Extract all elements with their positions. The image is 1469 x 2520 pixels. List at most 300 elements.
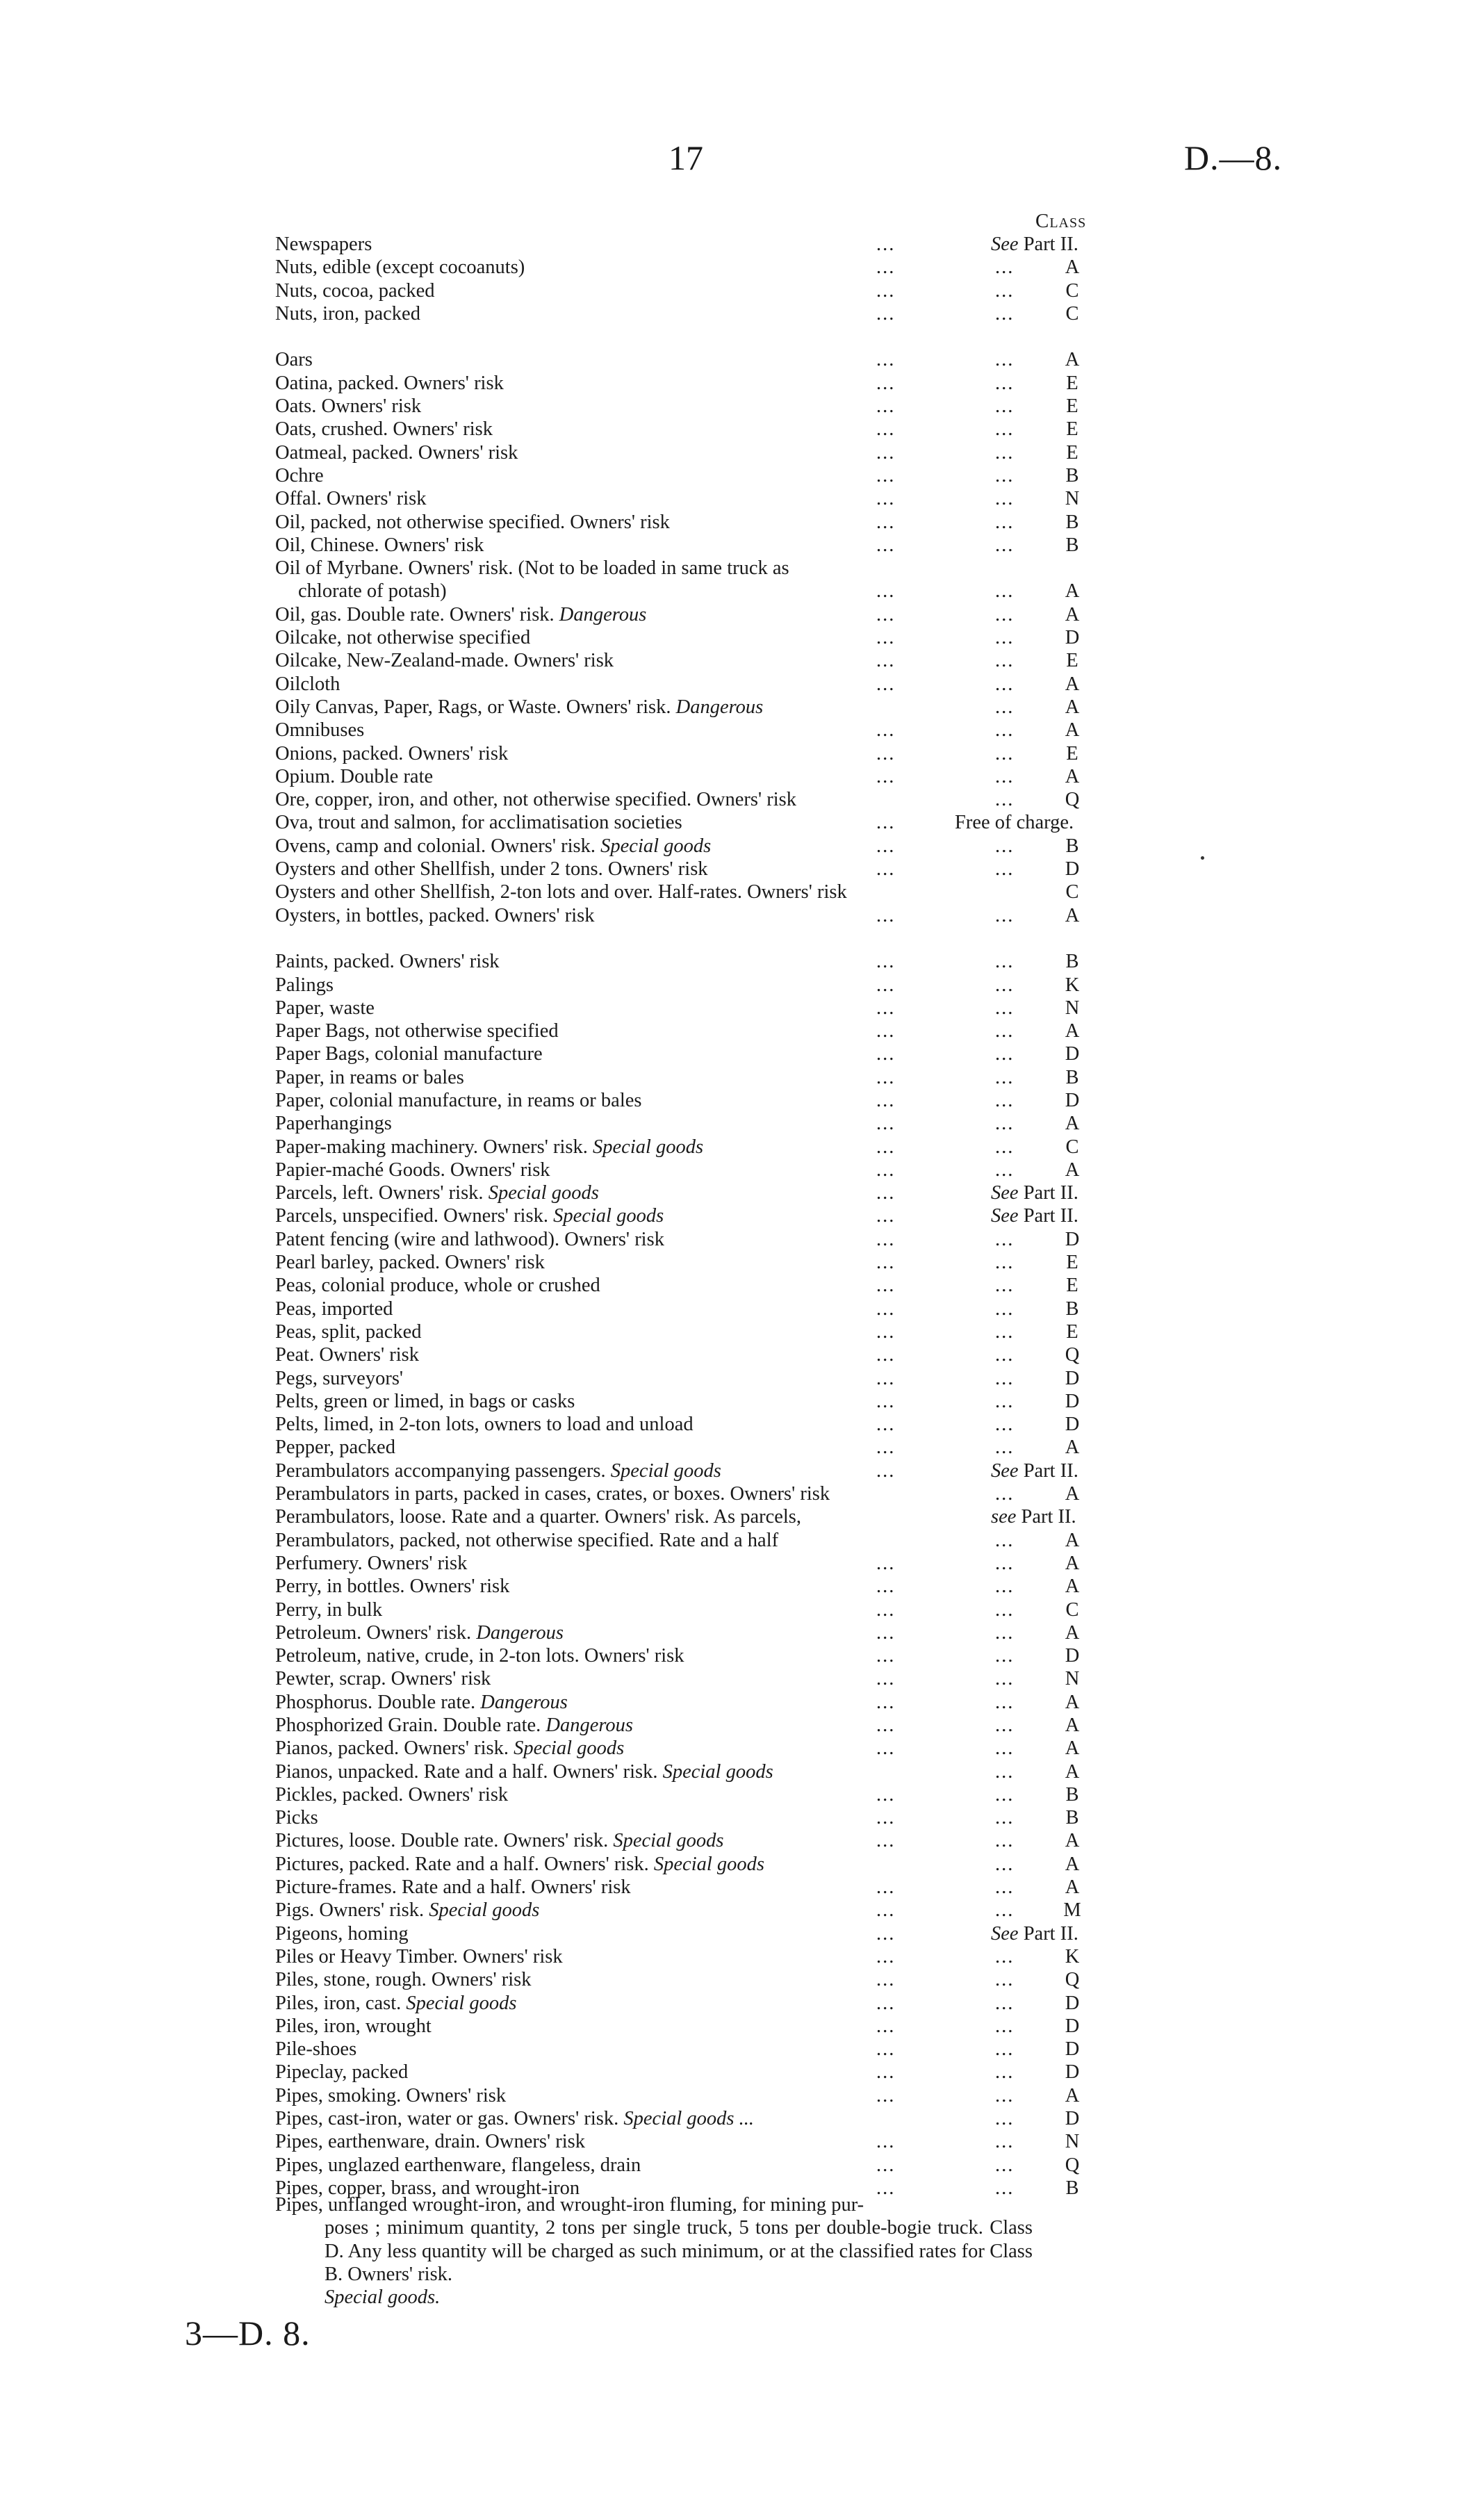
tariff-row: [275, 557, 1116, 580]
item-text: Nuts, cocoa, packed: [275, 279, 435, 302]
item-text: Perambulators accompanying passengers.: [275, 1459, 606, 1482]
class-letter: N: [1065, 488, 1080, 510]
item-text: Pickles, packed. Owners' risk: [275, 1783, 509, 1806]
tariff-row: [275, 1552, 1116, 1575]
class-letter: A: [1065, 1529, 1080, 1551]
leader-dots: ...: [876, 302, 896, 325]
item-text: Pelts, limed, in 2-ton lots, owners to load and unload: [275, 1414, 694, 1436]
item-description: [275, 441, 518, 464]
tariff-row: [275, 2107, 1116, 2130]
item-text: Oatmeal, packed. Owners' risk: [275, 441, 518, 464]
item-text: chlorate of potash): [298, 580, 447, 603]
item-text: Perambulators, loose. Rate and a quarter. Owners' risk. As parcels,: [275, 1506, 802, 1528]
item-text: Omnibuses: [275, 719, 365, 742]
class-letter: M: [1063, 1899, 1081, 1922]
leader-dots: ...: [995, 534, 1015, 556]
item-description: [275, 1367, 403, 1390]
leader-dots: ...: [876, 904, 896, 926]
cross-reference: See Part II.: [991, 1182, 1078, 1204]
item-text: Piles, stone, rough. Owners' risk: [275, 1969, 532, 1991]
item-text: Oars: [275, 349, 313, 371]
leader-dots: ...: [995, 1899, 1015, 1922]
leader-dots: ...: [995, 1668, 1015, 1690]
leader-dots: ...: [876, 511, 896, 533]
tariff-row: [275, 626, 1116, 649]
leader-dots: ...: [876, 951, 896, 973]
class-letter: E: [1066, 441, 1078, 464]
leader-dots: ...: [876, 1459, 896, 1482]
item-text: Perambulators in parts, packed in cases, crates, or boxes. Owners' risk: [275, 1483, 830, 1505]
item-description: [275, 1274, 600, 1297]
item-text: Piles, iron, wrought: [275, 2015, 432, 2037]
leader-dots: ...: [876, 534, 896, 556]
class-letter: N: [1065, 997, 1080, 1019]
class-letter: D: [1065, 858, 1080, 881]
item-text: Pictures, packed. Rate and a half. Owners' risk.: [275, 1853, 649, 1875]
tariff-row: [275, 1876, 1116, 1899]
leader-dots: ...: [995, 627, 1015, 649]
leader-dots: ...: [876, 1645, 896, 1667]
leader-dots: ...: [876, 1576, 896, 1598]
item-text: Opium. Double rate: [275, 765, 434, 787]
item-description: [275, 603, 646, 626]
item-description: [275, 1992, 517, 2015]
tariff-row: [275, 233, 1116, 256]
tariff-row: [275, 1505, 1116, 1528]
tariff-row: [275, 904, 1116, 927]
class-letter: D: [1065, 1367, 1080, 1389]
class-letter: Q: [1065, 1969, 1080, 1991]
leader-dots: ...: [995, 2084, 1015, 2106]
class-letter: E: [1066, 395, 1078, 418]
item-qualifier: Dangerous: [480, 1691, 568, 1713]
item-text: Peas, split, packed: [275, 1320, 422, 1343]
item-text: Nuts, edible (except cocoanuts): [275, 256, 525, 279]
item-qualifier: Dangerous: [675, 696, 764, 718]
leader-dots: ...: [876, 1205, 896, 1227]
item-qualifier: Special goods: [429, 1899, 540, 1922]
item-text: Paper, colonial manufacture, in reams or bales: [275, 1089, 642, 1111]
class-letter: D: [1065, 2038, 1080, 2061]
item-text: Petroleum. Owners' risk.: [275, 1621, 472, 1644]
item-description: [298, 580, 447, 603]
item-text: Pepper, packed: [275, 1437, 395, 1459]
item-text: Pipes, smoking. Owners' risk: [275, 2084, 507, 2106]
leader-dots: ...: [995, 1876, 1015, 1899]
leader-dots: ...: [995, 1367, 1015, 1389]
class-column-heading: Class: [1035, 210, 1087, 232]
tariff-row: [275, 1945, 1116, 1968]
leader-dots: ...: [995, 1992, 1015, 2014]
tariff-row: [275, 1459, 1116, 1482]
item-text: Oil of Myrbane. Owners' risk. (Not to be loaded in same truck as: [275, 557, 789, 580]
tariff-row: [275, 1482, 1116, 1505]
leader-dots: ...: [876, 395, 896, 418]
leader-dots: ...: [876, 580, 896, 603]
tariff-row: [275, 1343, 1116, 1366]
tariff-row: [275, 1089, 1116, 1112]
tariff-row: [275, 1667, 1116, 1690]
leader-dots: ...: [995, 464, 1015, 486]
leader-dots: ...: [876, 488, 896, 510]
item-text: Pile-shoes: [275, 2038, 357, 2061]
leader-dots: ...: [876, 1691, 896, 1713]
class-letter: A: [1065, 904, 1080, 926]
leader-dots: ...: [876, 1089, 896, 1111]
leader-dots: ...: [995, 904, 1015, 926]
leader-dots: ...: [995, 302, 1015, 325]
tariff-row: [275, 1598, 1116, 1621]
item-text: Palings: [275, 974, 334, 996]
item-description: [275, 418, 493, 441]
class-letter: D: [1065, 1043, 1080, 1065]
tariff-row: [275, 487, 1116, 510]
leader-dots: ...: [876, 2177, 896, 2199]
leader-dots: ...: [876, 279, 896, 302]
tariff-row: [275, 1181, 1116, 1204]
leader-dots: ...: [995, 1020, 1015, 1042]
leader-dots: ...: [995, 742, 1015, 764]
item-text: Onions, packed. Owners' risk: [275, 742, 509, 764]
leader-dots: ...: [995, 835, 1015, 857]
tariff-row: [275, 1320, 1116, 1343]
leader-dots: ...: [995, 349, 1015, 371]
class-letter: C: [1065, 881, 1079, 903]
tariff-row: [275, 974, 1116, 997]
leader-dots: ...: [995, 2038, 1015, 2061]
item-qualifier: Dangerous: [545, 1715, 634, 1736]
tariff-row: [275, 1042, 1116, 1065]
class-letter: E: [1066, 372, 1078, 394]
item-text: Peas, imported: [275, 1298, 393, 1320]
item-qualifier: Special goods: [406, 1992, 517, 2014]
leader-dots: ...: [876, 1668, 896, 1690]
item-text: Picture-frames. Rate and a half. Owners' risk: [275, 1876, 631, 1899]
item-text: Pearl barley, packed. Owners' risk: [275, 1252, 545, 1274]
note-special-goods: Special goods.: [325, 2286, 441, 2309]
item-description: [275, 788, 796, 811]
tariff-row: [275, 2038, 1116, 2061]
leader-dots: ...: [876, 603, 896, 625]
leader-dots: ...: [876, 372, 896, 394]
item-description: [275, 1968, 531, 1991]
note-first-line: Pipes, unflanged wrought-iron, and wrought-iron fluming, for mining pur-: [275, 2194, 864, 2216]
item-qualifier: Special goods: [514, 1737, 625, 1760]
item-text: Paper, in reams or bales: [275, 1066, 464, 1088]
item-text: Pictures, loose. Double rate. Owners' risk.: [275, 1830, 609, 1852]
leader-dots: ...: [995, 1228, 1015, 1250]
item-text: Patent fencing (wire and lathwood). Owners' risk: [275, 1228, 664, 1250]
leader-dots: ...: [876, 1136, 896, 1158]
printing-speck: [1201, 856, 1204, 860]
leader-dots: ...: [876, 234, 896, 255]
item-text: Piles or Heavy Timber. Owners' risk: [275, 1945, 563, 1967]
leader-dots: ...: [876, 974, 896, 996]
class-letter: B: [1065, 534, 1079, 556]
section-gap: [275, 927, 1116, 950]
item-text: Pipeclay, packed: [275, 2061, 409, 2084]
leader-dots: ...: [995, 2108, 1015, 2130]
class-letter: A: [1065, 1737, 1080, 1760]
leader-dots: ...: [876, 1020, 896, 1042]
leader-dots: ...: [995, 719, 1015, 742]
leader-dots: ...: [876, 1252, 896, 1274]
leader-dots: ...: [876, 464, 896, 486]
item-description: [275, 2107, 754, 2130]
leader-dots: ...: [995, 603, 1015, 625]
item-description: [275, 1343, 419, 1366]
item-text: Pelts, green or limed, in bags or casks: [275, 1390, 575, 1412]
leader-dots: ...: [995, 372, 1015, 394]
item-text: Ova, trout and salmon, for acclimatisation societies: [275, 812, 682, 834]
item-description: [275, 279, 435, 302]
item-text: Pewter, scrap. Owners' risk: [275, 1668, 491, 1690]
item-description: [275, 649, 614, 672]
leader-dots: ...: [876, 2015, 896, 2037]
leader-dots: ...: [876, 719, 896, 742]
item-description: [275, 1042, 543, 1065]
leader-dots: ...: [876, 2084, 896, 2106]
tariff-row: [275, 464, 1116, 487]
class-letter: C: [1065, 1136, 1079, 1158]
class-letter: D: [1065, 2108, 1080, 2130]
tariff-row: [275, 2061, 1116, 2084]
leader-dots: ...: [876, 1182, 896, 1204]
tariff-row: [275, 1968, 1116, 1991]
leader-dots: ...: [995, 997, 1015, 1019]
item-text: Oilcake, not otherwise specified: [275, 627, 531, 649]
tariff-row: [275, 1066, 1116, 1089]
leader-dots: ...: [995, 1715, 1015, 1736]
leader-dots: ...: [995, 1275, 1015, 1297]
tariff-row: [275, 1020, 1116, 1042]
class-letter: E: [1066, 650, 1078, 672]
leader-dots: ...: [876, 1876, 896, 1899]
leader-dots: ...: [876, 1275, 896, 1297]
tariff-row: [275, 372, 1116, 395]
class-letter: A: [1065, 2084, 1080, 2106]
leader-dots: ...: [995, 395, 1015, 418]
class-letter: A: [1065, 1715, 1080, 1736]
class-letter: A: [1065, 719, 1080, 742]
cross-reference: See Part II.: [991, 1459, 1078, 1482]
leader-dots: ...: [995, 1344, 1015, 1366]
item-description: [275, 1737, 624, 1760]
class-letter: A: [1065, 765, 1080, 787]
item-description: [275, 858, 708, 881]
leader-dots: ...: [876, 1807, 896, 1829]
leader-dots: ...: [876, 673, 896, 695]
class-letter: A: [1065, 1691, 1080, 1713]
class-letter: E: [1066, 1252, 1078, 1274]
item-description: [275, 1691, 568, 1714]
item-qualifier: Special goods: [553, 1205, 664, 1227]
leader-dots: ...: [876, 1922, 896, 1945]
class-letter: A: [1065, 1020, 1080, 1042]
item-description: [275, 1575, 509, 1598]
item-description: [275, 881, 847, 903]
tariff-row: [275, 1204, 1116, 1227]
class-letter: A: [1065, 1760, 1080, 1783]
cross-reference: See Part II.: [991, 234, 1078, 255]
leader-dots: ...: [876, 349, 896, 371]
leader-dots: ...: [995, 696, 1015, 718]
tariff-row: [275, 1390, 1116, 1413]
leader-dots: ...: [995, 1483, 1015, 1505]
class-letter: A: [1065, 1159, 1080, 1181]
leader-dots: ...: [995, 580, 1015, 603]
leader-dots: ...: [876, 742, 896, 764]
leader-dots: ...: [876, 1066, 896, 1088]
leader-dots: ...: [876, 1899, 896, 1922]
item-text: Oil, gas. Double rate. Owners' risk.: [275, 603, 555, 625]
item-text: Pigs. Owners' risk.: [275, 1899, 425, 1922]
item-text: Nuts, iron, packed: [275, 302, 420, 325]
class-letter: A: [1065, 349, 1080, 371]
leader-dots: ...: [876, 1992, 896, 2014]
leader-dots: ...: [995, 765, 1015, 787]
item-description: [275, 1922, 409, 1945]
leader-dots: ...: [876, 1830, 896, 1852]
item-description: [275, 2130, 585, 2153]
class-letter: E: [1066, 1320, 1078, 1343]
item-description: [275, 1783, 508, 1806]
tariff-classification-list: [275, 233, 1116, 2200]
leader-dots: ...: [995, 1576, 1015, 1598]
item-description: [275, 557, 789, 580]
class-letter: A: [1065, 1552, 1080, 1574]
leader-dots: ...: [876, 858, 896, 881]
item-description: [275, 1436, 395, 1459]
tariff-row: [275, 2084, 1116, 2107]
item-text: Petroleum, native, crude, in 2-ton lots. Owners' risk: [275, 1645, 684, 1667]
tariff-row: [275, 2130, 1116, 2153]
item-text: Oats. Owners' risk: [275, 395, 422, 418]
class-letter: K: [1065, 1945, 1080, 1967]
tariff-row: [275, 1436, 1116, 1459]
leader-dots: ...: [876, 2061, 896, 2084]
item-text: Pigeons, homing: [275, 1922, 409, 1945]
item-text: Pianos, unpacked. Rate and a half. Owners' risk.: [275, 1760, 658, 1783]
item-description: [275, 1089, 642, 1112]
leader-dots: ...: [995, 1298, 1015, 1320]
class-letter: B: [1065, 1066, 1079, 1088]
leader-dots: ...: [876, 650, 896, 672]
leader-dots: ...: [876, 1298, 896, 1320]
leader-dots: ...: [995, 858, 1015, 881]
class-letter: B: [1065, 511, 1079, 533]
item-qualifier: Dangerous: [476, 1621, 564, 1644]
item-text: Peat. Owners' risk: [275, 1344, 419, 1366]
leader-dots: ...: [876, 765, 896, 787]
leader-dots: ...: [995, 1552, 1015, 1574]
item-description: [275, 1181, 599, 1204]
item-text: Perry, in bottles. Owners' risk: [275, 1576, 510, 1598]
item-qualifier: Special goods: [662, 1760, 773, 1783]
item-description: [275, 1459, 721, 1482]
class-letter: D: [1065, 1645, 1080, 1667]
item-text: Pipes, unglazed earthenware, flangeless, drain: [275, 2154, 641, 2176]
leader-dots: ...: [995, 511, 1015, 533]
item-description: [275, 997, 375, 1020]
tariff-row: [275, 742, 1116, 765]
item-text: Oilcake, New-Zealand-made. Owners' risk: [275, 650, 614, 672]
item-description: [275, 950, 500, 973]
item-description: [275, 256, 525, 279]
leader-dots: ...: [995, 488, 1015, 510]
class-letter: N: [1065, 1668, 1080, 1690]
item-description: [275, 487, 427, 510]
leader-dots: ...: [995, 1598, 1015, 1621]
page-number: 17: [668, 138, 703, 177]
cross-reference: See Part II.: [991, 1922, 1078, 1945]
item-description: [275, 1899, 539, 1922]
class-letter: N: [1065, 2131, 1080, 2153]
item-text: Oil, Chinese. Owners' risk: [275, 534, 484, 556]
class-letter: B: [1065, 1783, 1079, 1806]
tariff-row: [275, 534, 1116, 557]
tariff-row: [275, 696, 1116, 719]
item-description: [275, 1298, 393, 1320]
item-description: [275, 1806, 318, 1829]
tariff-row: [275, 1367, 1116, 1390]
class-letter: D: [1065, 1414, 1080, 1436]
class-letter: Q: [1065, 1344, 1080, 1366]
tariff-row: [275, 1992, 1116, 2015]
tariff-row: [275, 1228, 1116, 1251]
leader-dots: ...: [995, 650, 1015, 672]
item-description: [275, 765, 433, 788]
item-description: [275, 534, 484, 557]
item-description: [275, 742, 508, 765]
leader-dots: ...: [995, 1783, 1015, 1806]
class-letter: A: [1065, 603, 1080, 625]
item-text: Parcels, unspecified. Owners' risk.: [275, 1205, 548, 1227]
leader-dots: ...: [995, 2015, 1015, 2037]
tariff-row: [275, 580, 1116, 603]
item-text: Oysters and other Shellfish, 2-ton lots and over. Half-rates. Owners' risk: [275, 881, 847, 903]
leader-dots: ...: [876, 1367, 896, 1389]
leader-dots: ...: [995, 2131, 1015, 2153]
item-qualifier: Special goods: [488, 1182, 599, 1204]
tariff-row: [275, 1737, 1116, 1760]
class-letter: D: [1065, 2061, 1080, 2084]
tariff-row: [275, 395, 1116, 418]
class-letter: Q: [1065, 2154, 1080, 2176]
cross-reference: see Part II.: [991, 1506, 1076, 1528]
item-text: Offal. Owners' risk: [275, 488, 427, 510]
item-description: [275, 673, 340, 696]
item-description: [275, 1136, 703, 1159]
class-letter: A: [1065, 1483, 1080, 1505]
item-text: Oily Canvas, Paper, Rags, or Waste. Owners' risk.: [275, 696, 671, 718]
tariff-row: [275, 997, 1116, 1020]
class-letter: D: [1065, 1390, 1080, 1412]
class-letter: A: [1065, 1576, 1080, 1598]
leader-dots: ...: [995, 1853, 1015, 1875]
item-qualifier: Dangerous: [559, 603, 647, 625]
tariff-row: [275, 2015, 1116, 2038]
item-description: [275, 835, 711, 858]
item-description: [275, 1667, 491, 1690]
item-description: [275, 348, 313, 371]
class-letter: A: [1065, 1830, 1080, 1852]
leader-dots: ...: [876, 418, 896, 441]
leader-dots: ...: [876, 997, 896, 1019]
leader-dots: ...: [876, 1414, 896, 1436]
leader-dots: ...: [995, 974, 1015, 996]
item-text: Ore, copper, iron, and other, not otherwise specified. Owners' risk: [275, 789, 796, 811]
